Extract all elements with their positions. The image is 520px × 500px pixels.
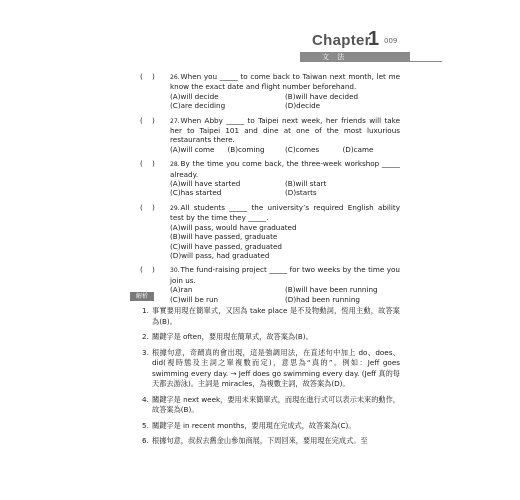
explanation-number: 2. xyxy=(142,332,149,341)
answer-option: (C)comes xyxy=(285,144,320,154)
explanation-tag: 解析 xyxy=(130,292,154,301)
question-list xyxy=(140,72,400,309)
chapter-header xyxy=(300,28,450,68)
explanation-item xyxy=(142,395,400,416)
option-list xyxy=(170,145,400,154)
option-list xyxy=(170,92,400,111)
explanation-item xyxy=(142,436,400,447)
question-item xyxy=(140,159,400,198)
question-stem xyxy=(170,203,400,223)
explanation-item xyxy=(142,421,400,432)
answer-option: (B)will start xyxy=(285,179,327,189)
answer-option: (D)had been running xyxy=(285,294,360,304)
question-item xyxy=(140,116,400,155)
question-text: When you _____ to come back to Taiwan next month, let me know the exact date and flight number beforehand. xyxy=(170,72,400,92)
answer-option: (D)came xyxy=(342,144,374,154)
chapter-label: Chapter xyxy=(312,32,371,49)
section-bar xyxy=(300,52,410,62)
explanation-text: 關鍵字是 often，要用現在簡單式，故答案為(B)。 xyxy=(152,332,313,341)
answer-option: (C)will have passed, graduated xyxy=(170,241,282,251)
answer-blank[interactable]: ( ) xyxy=(140,159,155,169)
question-item xyxy=(140,265,400,304)
answer-option: (A)will have started xyxy=(170,179,241,189)
answer-option: (D)decide xyxy=(285,101,321,111)
explanation-text: 關鍵字是 in recent months，要用現在完成式，故答案為(C)。 xyxy=(152,420,356,430)
answer-option: (D)starts xyxy=(285,188,317,198)
question-stem xyxy=(170,116,400,145)
answer-option: (B)will have decided xyxy=(285,91,359,101)
answer-option: (D)will pass, had graduated xyxy=(170,250,270,260)
answer-blank[interactable]: ( ) xyxy=(140,72,155,81)
explanation-number: 1. xyxy=(142,306,149,315)
option-list xyxy=(170,179,400,198)
section-label: 文 法 xyxy=(322,53,348,61)
answer-option: (A)will pass, would have graduated xyxy=(170,222,297,232)
answer-option: (C)has started xyxy=(170,188,222,198)
explanation-list xyxy=(142,306,400,452)
question-stem xyxy=(170,159,400,179)
answer-option: (A)will come xyxy=(170,144,215,154)
explanation-number: 3. xyxy=(142,347,149,357)
question-number: 29. xyxy=(170,204,180,212)
answer-option: (C)will be run xyxy=(170,294,219,304)
question-number: 28. xyxy=(170,161,180,169)
explanation-number: 4. xyxy=(142,394,149,404)
explanation-text: 事實要用現在簡單式，又因為 take place 是不及物動詞，恆用主動，故答案為(B)。 xyxy=(152,306,400,326)
answer-option: (B)coming xyxy=(227,144,265,154)
answer-option: (C)are deciding xyxy=(170,101,226,111)
answer-blank[interactable]: ( ) xyxy=(140,202,155,212)
question-text: The fund-raising project _____ for two weeks by the time you join us. xyxy=(170,265,400,285)
question-number: 26. xyxy=(170,74,180,81)
answer-option: (A)ran xyxy=(170,285,193,295)
page-number: 009 xyxy=(384,37,398,45)
answer-blank[interactable]: ( ) xyxy=(140,265,155,275)
explanation-number: 5. xyxy=(142,420,149,430)
explanation-item xyxy=(142,348,400,390)
question-number: 27. xyxy=(170,117,180,125)
question-stem xyxy=(170,72,400,92)
option-list xyxy=(170,223,400,261)
question-text: When Abby _____ to Taipei next week, her friends will take her to Taipei 101 and dine at one of the most luxurious restaurants there. xyxy=(170,115,400,145)
answer-blank[interactable]: ( ) xyxy=(140,115,155,125)
question-text: All students _____ the university’s required English ability test by the time they _____. xyxy=(170,202,400,223)
explanation-text: 根據句意，奇蹟真的會出現，這是強調用法，在直述句中加上 do、does、did(視時態及主詞之單複數而定)，意思為“真的”。例如：Jeff goes swimming every day. → Jeff does go swimming every day. (Jeff 真的每天都去游泳)。主詞是 miracles，為複數主詞，故答案為(D)。 xyxy=(152,347,400,388)
answer-option: (B)will have been running xyxy=(285,285,378,295)
question-item xyxy=(140,203,400,260)
option-list xyxy=(170,285,400,304)
explanation-number: 6. xyxy=(142,436,149,445)
header-rule xyxy=(410,61,442,62)
explanation-item xyxy=(142,306,400,327)
question-number: 30. xyxy=(170,267,180,275)
answer-option: (B)will have passed, graduate xyxy=(170,232,278,242)
answer-option: (A)will decide xyxy=(170,91,219,101)
question-item xyxy=(140,72,400,111)
question-stem xyxy=(170,265,400,285)
explanation-item xyxy=(142,332,400,343)
explanation-text: 關鍵字是 next week，要用未來簡單式，而現在進行式可以表示未來的動作，故答案為(B)。 xyxy=(152,394,400,414)
question-text: By the time you come back, the three-week workshop _____ already. xyxy=(170,159,400,179)
explanation-text: 根據句意，叔叔去舊金山參加商展，下周回來，要用現在完成式。至 xyxy=(152,436,368,445)
chapter-number: 1 xyxy=(368,28,380,50)
